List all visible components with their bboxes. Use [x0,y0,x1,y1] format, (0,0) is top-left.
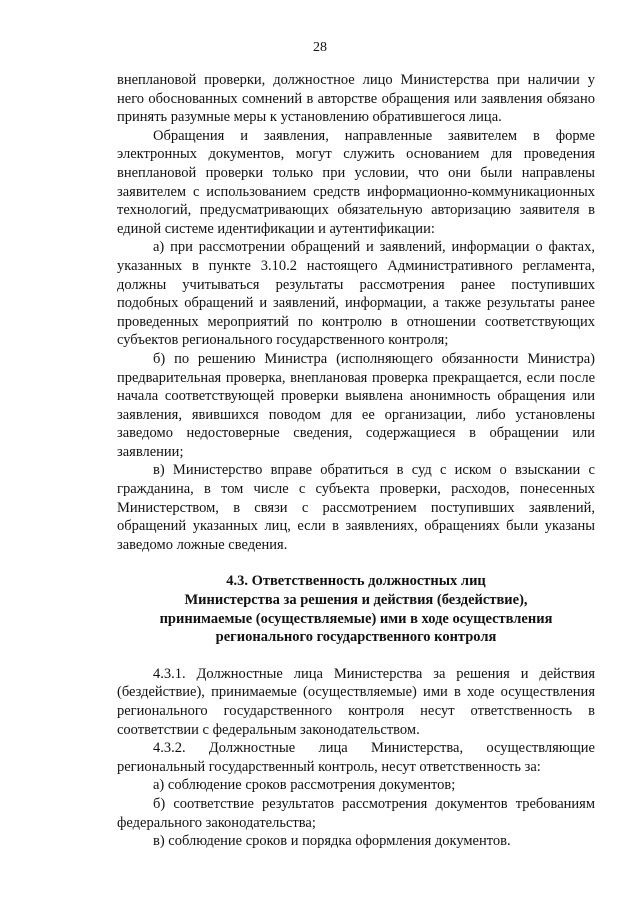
list-item-b: б) соответствие результатов рассмотрения документов требованиям федерального законодательства; [117,795,595,831]
section-heading-line: Министерства за решения и действия (бездействие), [184,592,528,609]
paragraph-item-a: а) при рассмотрении обращений и заявлений, информации о фактах, указанных в пункте 3.10.2 настоящего Административного регламента, должны учитываться результаты рассмотрения ранее поступивших подобных обращений и заявлений, информации, а также результаты ранее проведенных мероприятий по контролю в отношении соответствующих субъектов регионального государственного контроля; [117,239,595,349]
section-heading [117,572,595,646]
list-item-v: в) соблюдение сроков и порядка оформления документов. [153,833,511,850]
page-content [117,71,595,851]
section-heading-line: принимаемые (осуществляемые) ими в ходе осуществления [159,610,553,627]
list-item-a: а) соблюдение сроков рассмотрения документов; [153,777,456,794]
section-heading-line: 4.3. Ответственность должностных лиц [226,573,486,590]
paragraph-item-b: б) по решению Министра (исполняющего обязанности Министра) предварительная проверка, внеплановая проверка прекращается, если после начала соответствующей проверки выявлена анонимность обращения или заявления, явившихся поводом для ее организации, либо установлены заведомо недостоверные сведения, содержащиеся в обращении или заявлении; [117,350,595,460]
paragraph-item-v: в) Министерство вправе обратиться в суд с иском о взыскании с гражданина, в том числе с субъекта проверки, расходов, понесенных Министерством, в связи с рассмотрением поступивших заявлений, обращений указанных лиц, если в заявлениях, обращениях были указаны заведомо ложные сведения. [117,462,595,553]
paragraph-electronic-appeals: Обращения и заявления, направленные заявителем в форме электронных документов, могут служить основанием для проведения внеплановой проверки только при условии, что они были направлены заявителем с использованием средств информационно-коммуникационных технологий, предусматривающих обязательную авторизацию заявителя в единой системе идентификации и аутентификации: [117,127,595,237]
paragraph-4-3-1: 4.3.1. Должностные лица Министерства за решения и действия (бездействие), принимаемые (осуществляемые) ими в ходе осуществления регионального государственного контроля несут ответственность в соответствии с федеральным законодательством. [117,665,595,738]
paragraph-4-3-2: 4.3.2. Должностные лица Министерства, осуществляющие региональный государственный контроль, несут ответственность за: [117,740,595,775]
page-number: 28 [313,40,327,55]
paragraph-continuation: внеплановой проверки, должностное лицо Министерства при наличии у него обоснованных сомнений в авторстве обращения или заявления обязано принять разумные меры к установлению обратившегося лица. [117,72,595,126]
section-heading-line: регионального государственного контроля [215,629,497,646]
